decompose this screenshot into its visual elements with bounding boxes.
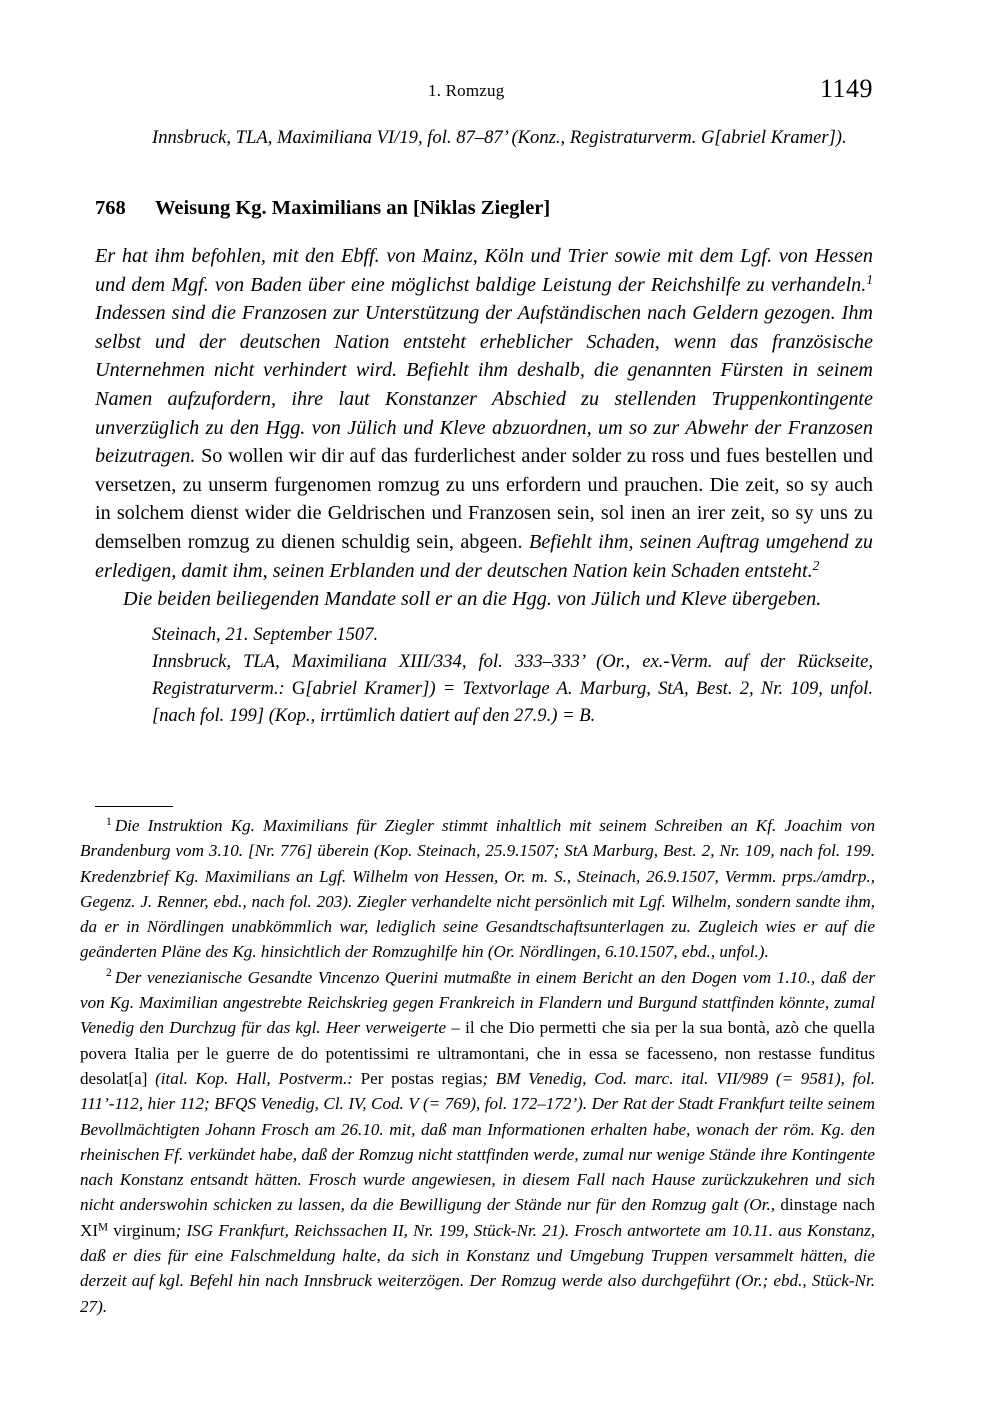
page-number: 1149 xyxy=(819,74,873,103)
footnote-2-segment-3: (ital. Kop. Hall, Postverm.: xyxy=(155,1068,361,1088)
footnote-2-dating-superscript: M xyxy=(98,1221,109,1234)
archival-note-previous-document: Innsbruck, TLA, Maximiliana VI/19, fol. 87–87’ (Konz., Registraturverm. G[abriel Kramer]). xyxy=(152,127,847,148)
running-head-chapter: 1. Romzug xyxy=(428,81,505,100)
body-paragraph-closing xyxy=(95,585,873,614)
footnote-1 xyxy=(80,813,875,965)
footnote-2-italian-quotation: – il che Dio permetti che sia per la sua bontà, azò che quella povera Italia per le guerre de do potentissimi re ultramontani, che in essa se facesseno, non restasse funditus desolat[a] xyxy=(80,1018,875,1088)
document-number: 768 xyxy=(95,197,126,219)
footnote-1-marker: 1 xyxy=(106,814,112,828)
running-head xyxy=(95,74,873,108)
footnote-2-dating-formula: dinstage nach XI xyxy=(80,1195,876,1240)
footnote-2-segment-5: ; BM Venedig, Cod. marc. ital. VII/989 (= 9581), fol. 111’-112, hier 112; BFQS Venedig, Cl. IV, Cod. V (= 769), fol. 172–172’). Der Rat der Stadt Frankfurt teilte seinem Bevollmächtigten Johann Frosch am 26.10. mit, daß man Informationen erhalten habe, wonach der röm. Kg. den rheinischen Ff. verkündet habe, daß der Romzug nicht stattfinden werde, zumal nur wenige Stände ihre Kontingente nach Konstanz entsandt hätten. Frosch wurde angewiesen, in diesem Fall nach Hause zurückzukehren und sich nicht anderswohin schicken zu lassen, da die Bewilligung der Stände nur für den Romzug galt (Or., xyxy=(80,1068,875,1215)
body-paragraph-main xyxy=(95,242,873,585)
footnote-reference-2: 2 xyxy=(812,557,820,573)
footnote-2-dating-formula-end: virginum xyxy=(108,1220,176,1240)
footnote-separator-rule xyxy=(95,806,173,807)
document-heading xyxy=(95,195,873,221)
source-note-part-2: [abriel Kramer]) = Textvorlage A. Marburg, StA, Best. 2, Nr. 109, unfol. [nach fol. 199] (Kop., irrtümlich datiert auf den 27.9.) = B. xyxy=(152,678,873,726)
quoted-source-text: So wollen wir dir auf das furderlichest ander solder zu ross und fues bestellen und versetzen, zu unserm furgenomen romzug zu uns erfordern und prauchen. Die zeit, so sy auch in solchem dienst wider die Geldrischen und Franzosen sein, sol inen an irer zeit, so sy uns zu demselben romzug zu dienen schuldig sein, abgeen. xyxy=(95,445,873,553)
footnote-2-postal-note: Per postas regias xyxy=(360,1068,483,1088)
footnote-2-segment-8: ; ISG Frankfurt, Reichssachen II, Nr. 199, Stück-Nr. 21). Frosch antwortete am 10.11. aus Konstanz, daß er dies für eine Falschmeldung halte, da sich in Konstanz und Umgebung Truppen versammelt hätten, die derzeit auf kgl. Befehl hin nach Innsbruck weiterzögen. Der Romzug werde also durchgeführt (Or.; ebd., Stück-Nr. 27). xyxy=(80,1220,876,1316)
footnote-2-segment-1: Der venezianische Gesandte Vincenzo Querini mutmaßte in einem Bericht an den Dogen vom 1.10., daß der von Kg. Maximilian angestrebte Reichskrieg gegen Frankreich in Flandern und Burgund stattfinden könnte, zumal Venedig den Durchzug für das kgl. Heer verweigerte xyxy=(80,967,875,1038)
document-body xyxy=(95,242,873,614)
summary-text-part-3: Befiehlt ihm, seinen Auftrag umgehend zu erledigen, damit ihm, seinen Erblanden und der deutschen Nation kein Schaden entsteht. xyxy=(95,530,873,582)
document-title: Weisung Kg. Maximilians an [Niklas Ziegler] xyxy=(155,197,551,219)
footnote-2-marker: 2 xyxy=(106,966,112,980)
source-note xyxy=(95,648,873,729)
dateline: Steinach, 21. September 1507. xyxy=(152,624,379,645)
source-note-initial-roman: G xyxy=(291,678,306,699)
summary-text-part-1: Er hat ihm befohlen, mit den Ebff. von Mainz, Köln und Trier sowie mit dem Lgf. von Hessen und dem Mgf. von Baden über eine möglichst baldige Leistung der Reichshilfe zu verhandeln. xyxy=(95,245,873,296)
footnotes-block xyxy=(80,813,875,1319)
closing-paragraph-text: Die beiden beiliegenden Mandate soll er an die Hgg. von Jülich und Kleve übergeben. xyxy=(123,588,822,611)
footnote-reference-1: 1 xyxy=(866,271,873,287)
footnote-1-text: Die Instruktion Kg. Maximilians für Ziegler stimmt inhaltlich mit seinem Schreiben an Kf. Joachim von Brandenburg vom 3.10. [Nr. 776] überein (Kop. Steinach, 25.9.1507; StA Marburg, Best. 2, Nr. 109, nach fol. 199. Kredenzbrief Kg. Maximilians an Lgf. Wilhelm von Hessen, Or. m. S., Steinach, 26.9.1507, Vermm. prps./amdrp., Gegenz. J. Renner, ebd., nach fol. 203). Ziegler verhandelte nicht persönlich mit Lgf. Wilhelm, sondern sandte ihm, da er in Nördlingen unabkömmlich war, lediglich seine Gesandtschaftsunterlagen zu. Zugleich wies er auf die geänderten Pläne des Kg. hinsichtlich der Romzughilfe hin (Or. Nördlingen, 6.10.1507, ebd., unfol.). xyxy=(80,816,875,962)
source-note-part-1: Innsbruck, TLA, Maximiliana XIII/334, fol. 333–333’ (Or., ex.-Verm. auf der Rückseite, Registraturverm.: xyxy=(152,651,873,699)
summary-text-part-2: Indessen sind die Franzosen zur Unterstützung der Aufständischen nach Geldern gezogen. Ihm selbst und der deutschen Nation entsteht erheblicher Schaden, wenn das französische Unternehmen nicht verhindert wird. Befiehlt ihm deshalb, die genannten Fürsten in seinem Namen aufzufordern, ihre laut Konstanzer Abschied zu stellenden Truppenkontingente unverzüglich zu den Hgg. von Jülich und Kleve abzuordnen, um so zur Abwehr der Franzosen beizutragen. xyxy=(95,302,873,468)
footnote-2 xyxy=(80,965,875,1319)
